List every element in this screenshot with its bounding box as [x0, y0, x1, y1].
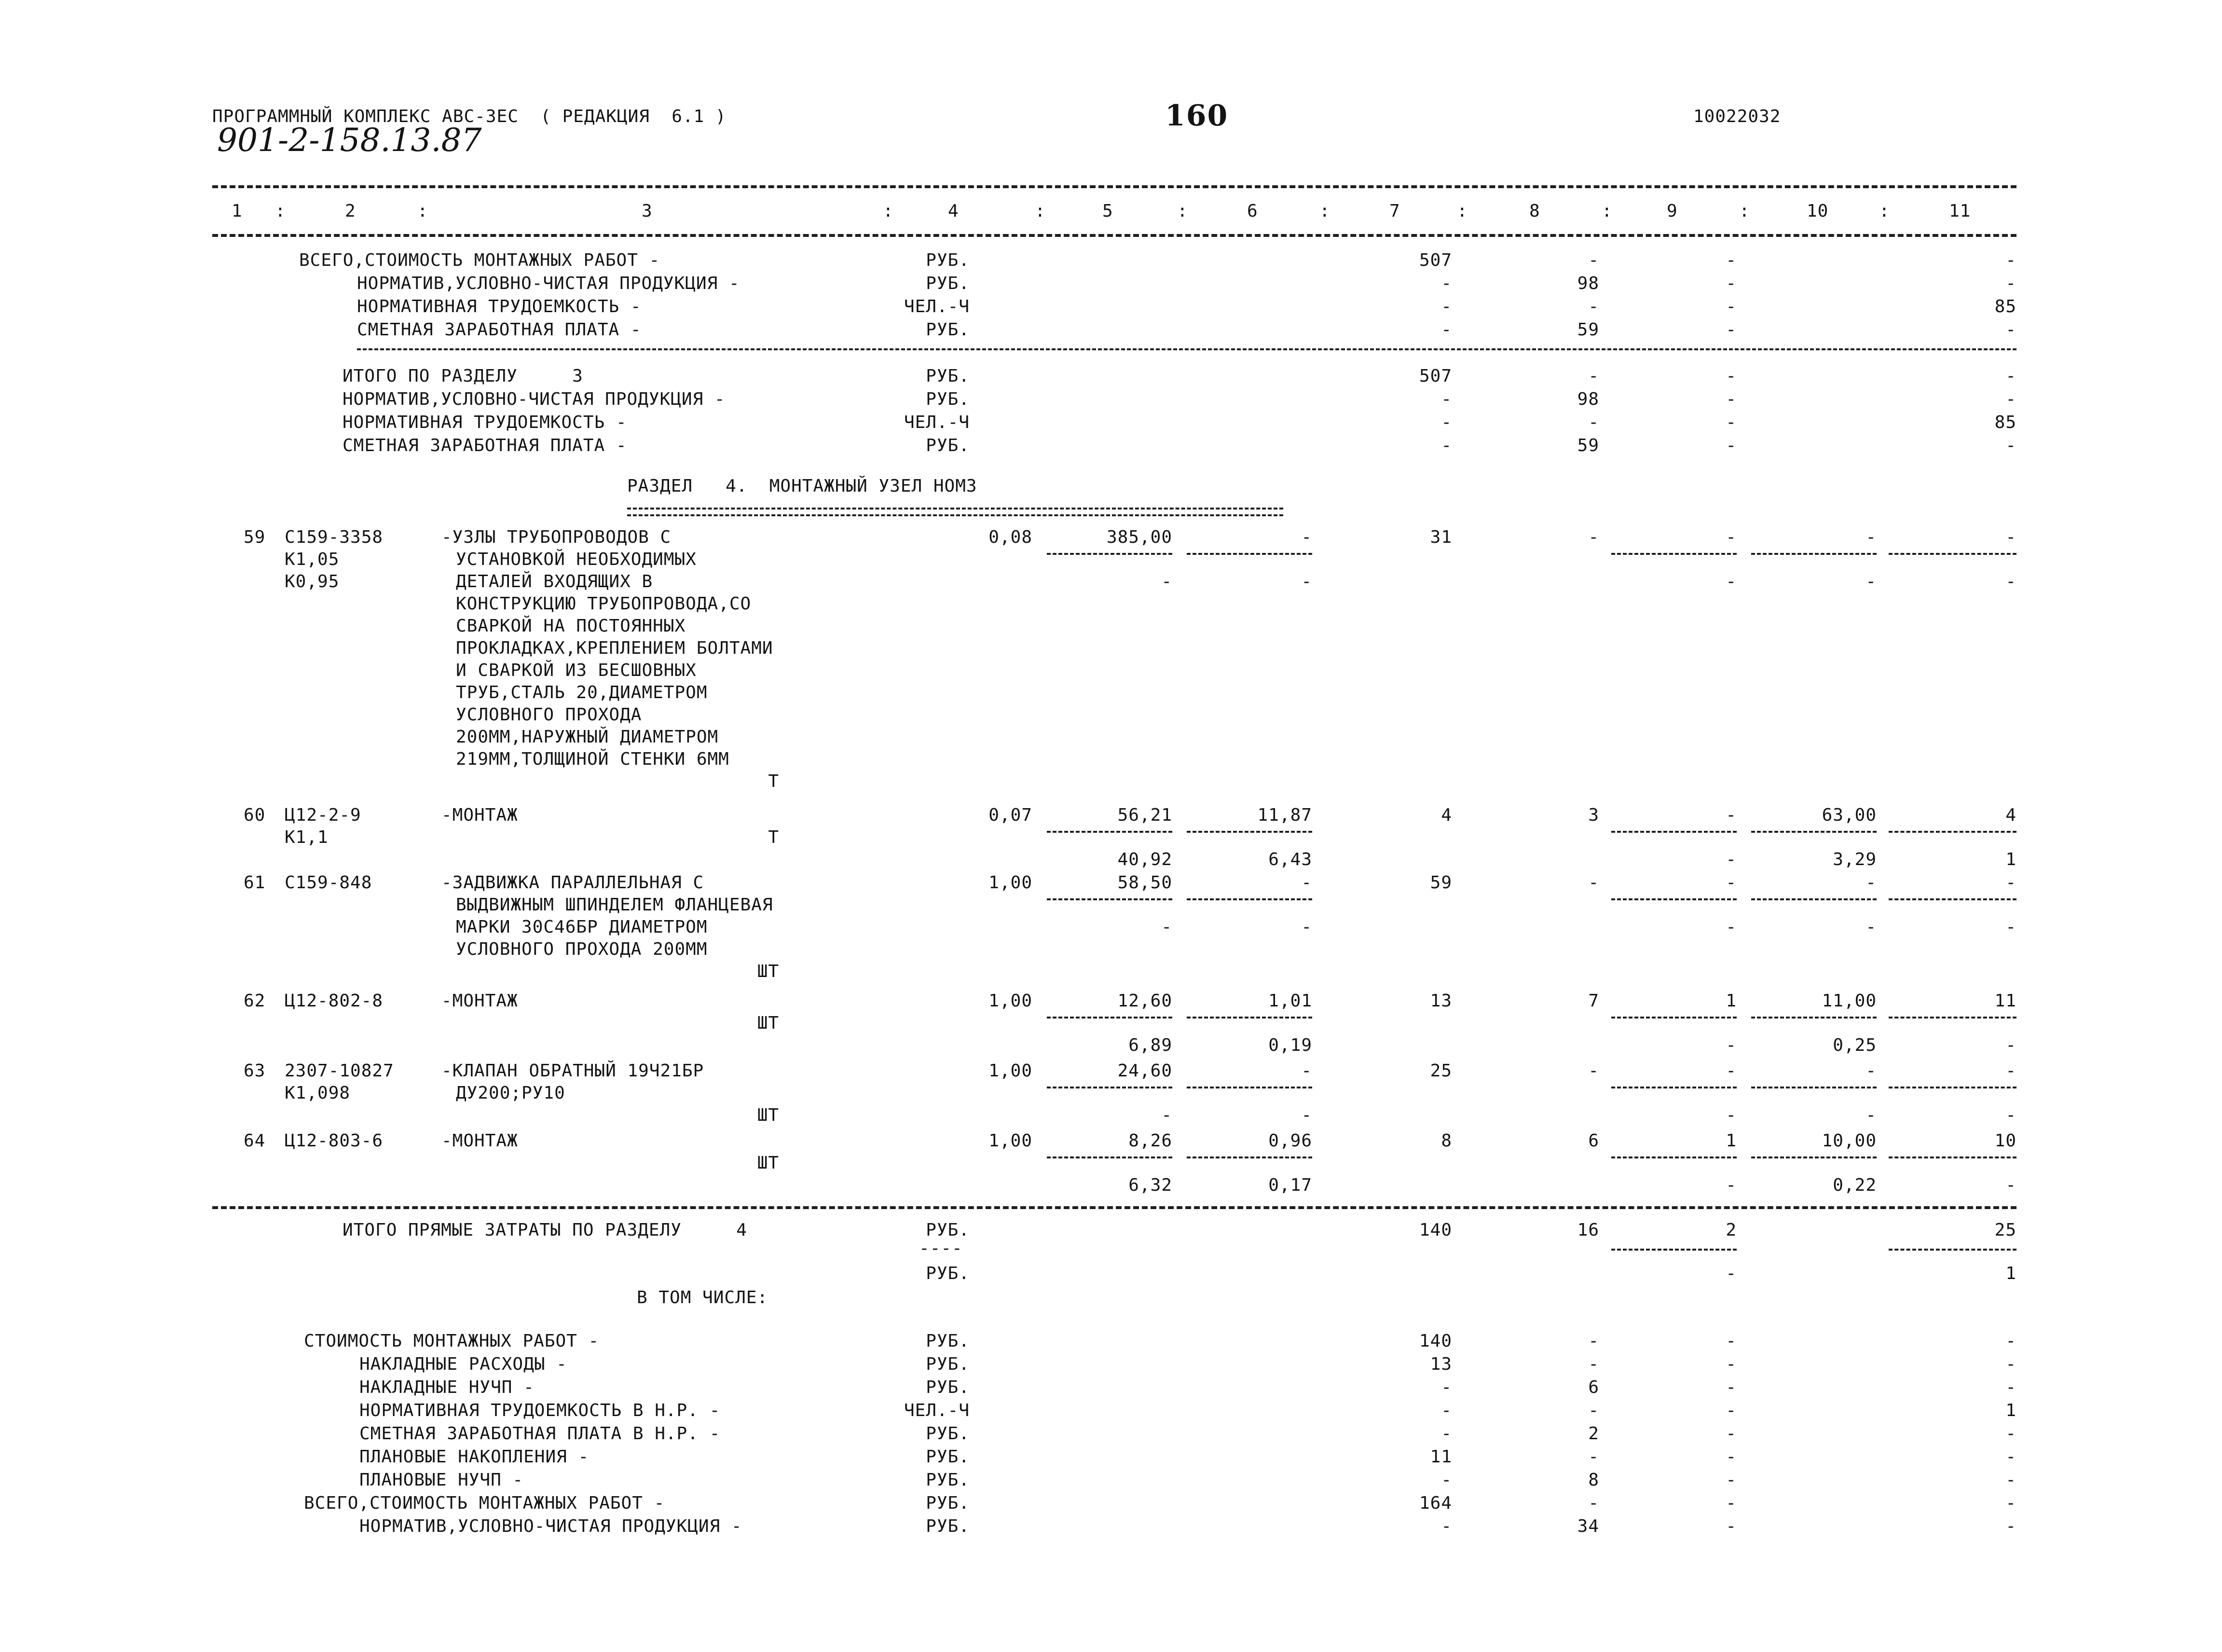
- column-header-4: 4: [948, 201, 959, 221]
- item-subline-c5: [1047, 1017, 1172, 1019]
- column-header-8: 8: [1529, 201, 1540, 221]
- breakdown-c7: 164: [1419, 1493, 1452, 1513]
- breakdown-c11: -: [2005, 1493, 2016, 1513]
- column-header-11: 11: [1949, 201, 1971, 221]
- item-c11: 10: [1994, 1131, 2016, 1151]
- item-c7: 4: [1441, 805, 1452, 825]
- item-sub-c11: -: [2005, 572, 2016, 592]
- breakdown-c7: -: [1441, 1470, 1452, 1490]
- breakdown-c11: -: [2005, 1424, 2016, 1444]
- breakdown-c8: -: [1588, 1354, 1599, 1374]
- item-code: С159-3358: [285, 527, 384, 547]
- item-c7: 25: [1430, 1061, 1452, 1081]
- summary-c11: -: [2005, 320, 2016, 340]
- breakdown-c8: -: [1588, 1401, 1599, 1420]
- totals-c9: 2: [1726, 1220, 1737, 1240]
- breakdown-c9: -: [1726, 1493, 1737, 1513]
- item-sub-c11: 1: [2005, 850, 2016, 869]
- item-subline-c10: [1751, 831, 1877, 833]
- column-header-2: 2: [345, 201, 356, 221]
- breakdown-c9: -: [1726, 1331, 1737, 1351]
- item-c8: 7: [1588, 991, 1599, 1011]
- column-separator: :: [1879, 201, 1890, 221]
- item-c7: 31: [1430, 527, 1452, 547]
- item-unit: Т: [768, 827, 779, 847]
- item-description: -УЗЛЫ ТРУБОПРОВОДОВ С: [441, 527, 672, 547]
- item-subline-c9: [1611, 1017, 1737, 1019]
- item-sub-c6: -: [1301, 1105, 1312, 1125]
- totals-c9-rule: [1611, 1249, 1737, 1251]
- document-code: 10022032: [1693, 107, 1781, 126]
- breakdown-label: ПЛАНОВЫЕ НУЧП -: [359, 1470, 524, 1490]
- summary-c8: 98: [1577, 389, 1599, 409]
- summary-c11: 85: [1994, 297, 2016, 317]
- item-sub-c5: 6,32: [1128, 1175, 1172, 1195]
- breakdown-c11: -: [2005, 1354, 2016, 1374]
- item-unit: Т: [768, 771, 779, 791]
- item-description: УСЛОВНОГО ПРОХОДА 200ММ: [456, 939, 708, 959]
- summary-c11: 85: [1994, 413, 2016, 432]
- item-subline-c9: [1611, 1156, 1737, 1158]
- item-code: Ц12-2-9: [285, 805, 361, 825]
- breakdown-unit: РУБ.: [926, 1424, 970, 1444]
- summary-c9: -: [1726, 389, 1737, 409]
- item-qty: 1,00: [988, 991, 1032, 1011]
- item-subline-c9: [1611, 898, 1737, 900]
- breakdown-c8: -: [1588, 1493, 1599, 1513]
- item-subline-c5: [1047, 898, 1172, 900]
- column-separator: :: [275, 201, 286, 221]
- summary-c8: 59: [1577, 320, 1599, 340]
- item-code: Ц12-802-8: [285, 991, 384, 1011]
- item-subline-c5: [1047, 831, 1172, 833]
- item-sub-c6: -: [1301, 572, 1312, 592]
- column-separator: :: [883, 201, 894, 221]
- breakdown-label: ВСЕГО,СТОИМОСТЬ МОНТАЖНЫХ РАБОТ -: [304, 1493, 665, 1513]
- item-subline-c10: [1751, 553, 1877, 555]
- program-title: ПРОГРАММНЫЙ КОМПЛЕКС АВС-3ЕС ( РЕДАКЦИЯ 6.1 ): [212, 107, 727, 126]
- totals-sub-unit: РУБ.: [926, 1264, 970, 1283]
- item-c10: 10,00: [1822, 1131, 1877, 1151]
- summary-c8: -: [1588, 413, 1599, 432]
- summary-label: СМЕТНАЯ ЗАРАБОТНАЯ ПЛАТА -: [357, 320, 642, 340]
- item-sub-c5: -: [1161, 572, 1172, 592]
- column-header-5: 5: [1102, 201, 1113, 221]
- item-description: 200ММ,НАРУЖНЫЙ ДИАМЕТРОМ: [456, 727, 719, 747]
- breakdown-unit: ЧЕЛ.-Ч: [904, 1401, 970, 1420]
- item-sub-c9: -: [1726, 917, 1737, 937]
- item-sub-c10: -: [1865, 917, 1877, 937]
- breakdown-label: НОРМАТИВНАЯ ТРУДОЕМКОСТЬ В Н.Р. -: [359, 1401, 721, 1420]
- item-subline-c11: [1889, 1017, 2016, 1019]
- item-description: -МОНТАЖ: [441, 1131, 518, 1151]
- item-sub-c11: -: [2005, 1105, 2016, 1125]
- summary-unit: ЧЕЛ.-Ч: [904, 413, 970, 432]
- breakdown-c7: -: [1441, 1516, 1452, 1536]
- item-description: -ЗАДВИЖКА ПАРАЛЛЕЛЬНАЯ С: [441, 873, 704, 893]
- item-subline-c9: [1611, 1087, 1737, 1088]
- item-number: 60: [244, 805, 266, 825]
- summary-unit: ЧЕЛ.-Ч: [904, 297, 970, 317]
- item-number: 63: [244, 1061, 266, 1081]
- totals-sub-c9: -: [1726, 1264, 1737, 1283]
- item-c6: 1,01: [1268, 991, 1312, 1011]
- breakdown-label: СТОИМОСТЬ МОНТАЖНЫХ РАБОТ -: [304, 1331, 600, 1351]
- item-c10: -: [1865, 527, 1877, 547]
- item-qty: 0,08: [988, 527, 1032, 547]
- item-sub-c9: -: [1726, 572, 1737, 592]
- totals-c8: 16: [1577, 1220, 1599, 1240]
- summary-c9: -: [1726, 366, 1737, 386]
- item-description: ПРОКЛАДКАХ,КРЕПЛЕНИЕМ БОЛТАМИ: [456, 638, 773, 658]
- item-subline-c10: [1751, 1017, 1877, 1019]
- totals-label: ИТОГО ПРЯМЫЕ ЗАТРАТЫ ПО РАЗДЕЛУ 4: [343, 1220, 747, 1240]
- item-sub-c11: -: [2005, 1035, 2016, 1055]
- item-subline-c6: [1187, 1017, 1312, 1019]
- item-qty: 1,00: [988, 873, 1032, 893]
- breakdown-c7: -: [1441, 1401, 1452, 1420]
- totals-c7: 140: [1419, 1220, 1452, 1240]
- summary-c7: -: [1441, 389, 1452, 409]
- item-c9: 1: [1726, 1131, 1737, 1151]
- handwritten-number: 901-2-158.13.87: [217, 122, 482, 159]
- item-subline-c11: [1889, 553, 2016, 555]
- summary-unit: РУБ.: [926, 250, 970, 270]
- item-number: 59: [244, 527, 266, 547]
- item-sub-c6: -: [1301, 917, 1312, 937]
- breakdown-c8: 6: [1588, 1377, 1599, 1397]
- totals-c11-rule: [1889, 1249, 2016, 1251]
- item-c6: 11,87: [1257, 805, 1312, 825]
- breakdown-c8: -: [1588, 1331, 1599, 1351]
- summary-label: СМЕТНАЯ ЗАРАБОТНАЯ ПЛАТА -: [343, 436, 627, 455]
- item-sub-c5: 6,89: [1128, 1035, 1172, 1055]
- column-header-3: 3: [642, 201, 653, 221]
- column-header-9: 9: [1667, 201, 1678, 221]
- item-coefficient: К1,05: [285, 550, 340, 569]
- item-coefficient: К1,098: [285, 1083, 351, 1103]
- item-c5: 56,21: [1117, 805, 1172, 825]
- summary-unit: РУБ.: [926, 436, 970, 455]
- summary-c9: -: [1726, 320, 1737, 340]
- item-description: МАРКИ 30С46БР ДИАМЕТРОМ: [456, 917, 708, 937]
- column-separator: :: [417, 201, 428, 221]
- item-coefficient: К0,95: [285, 572, 340, 592]
- breakdown-c9: -: [1726, 1470, 1737, 1490]
- item-description: ДУ200;РУ10: [456, 1083, 565, 1103]
- item-c5: 58,50: [1117, 873, 1172, 893]
- summary-c7: -: [1441, 320, 1452, 340]
- item-description: -КЛАПАН ОБРАТНЫЙ 19Ч21БР: [441, 1061, 704, 1081]
- item-c10: 11,00: [1822, 991, 1877, 1011]
- column-separator: :: [1035, 201, 1046, 221]
- item-subline-c10: [1751, 1087, 1877, 1088]
- item-subline-c11: [1889, 1156, 2016, 1158]
- summary-label: ВСЕГО,СТОИМОСТЬ МОНТАЖНЫХ РАБОТ -: [299, 250, 660, 270]
- breakdown-unit: РУБ.: [926, 1470, 970, 1490]
- breakdown-unit: РУБ.: [926, 1447, 970, 1467]
- item-c5: 12,60: [1117, 991, 1172, 1011]
- column-separator: :: [1319, 201, 1330, 221]
- breakdown-c9: -: [1726, 1401, 1737, 1420]
- item-unit: ШТ: [757, 1105, 779, 1125]
- item-description: ТРУБ,СТАЛЬ 20,ДИАМЕТРОМ: [456, 683, 708, 702]
- item-sub-c10: 3,29: [1833, 850, 1877, 869]
- item-c8: 3: [1588, 805, 1599, 825]
- breakdown-c11: -: [2005, 1377, 2016, 1397]
- item-description: КОНСТРУКЦИЮ ТРУБОПРОВОДА,СО: [456, 594, 752, 614]
- summary-c8: 59: [1577, 436, 1599, 455]
- item-sub-c6: 6,43: [1268, 850, 1312, 869]
- item-c8: -: [1588, 527, 1599, 547]
- item-subline-c10: [1751, 1156, 1877, 1158]
- breakdown-c9: -: [1726, 1424, 1737, 1444]
- summary-c8: -: [1588, 297, 1599, 317]
- breakdown-unit: РУБ.: [926, 1493, 970, 1513]
- item-description: -МОНТАЖ: [441, 805, 518, 825]
- column-separator: :: [1602, 201, 1613, 221]
- summary-c9: -: [1726, 297, 1737, 317]
- totals-unit: РУБ.: [926, 1220, 970, 1240]
- item-code: 2307-10827: [285, 1061, 394, 1081]
- breakdown-unit: РУБ.: [926, 1331, 970, 1351]
- item-c11: 4: [2005, 805, 2016, 825]
- summary-unit: РУБ.: [926, 389, 970, 409]
- item-sub-c6: 0,19: [1268, 1035, 1312, 1055]
- summary-c9: -: [1726, 274, 1737, 293]
- breakdown-c11: -: [2005, 1516, 2016, 1536]
- summary-c9: -: [1726, 413, 1737, 432]
- item-c7: 59: [1430, 873, 1452, 893]
- item-sub-c10: -: [1865, 572, 1877, 592]
- item-sub-c9: -: [1726, 1105, 1737, 1125]
- column-header-6: 6: [1247, 201, 1258, 221]
- page-number: 160: [1165, 99, 1229, 133]
- breakdown-c7: -: [1441, 1424, 1452, 1444]
- item-c5: 385,00: [1106, 527, 1172, 547]
- item-c7: 8: [1441, 1131, 1452, 1151]
- item-sub-c5: 40,92: [1117, 850, 1172, 869]
- item-c8: -: [1588, 873, 1599, 893]
- item-c6: 0,96: [1268, 1131, 1312, 1151]
- item-c7: 13: [1430, 991, 1452, 1011]
- column-separator: :: [1177, 201, 1188, 221]
- item-subline-c5: [1047, 553, 1172, 555]
- column-header-10: 10: [1807, 201, 1829, 221]
- totals-c11: 25: [1994, 1220, 2016, 1240]
- breakdown-c7: 140: [1419, 1331, 1452, 1351]
- summary-c7: -: [1441, 413, 1452, 432]
- item-qty: 1,00: [988, 1131, 1032, 1151]
- section-end-rule: [212, 1206, 2016, 1209]
- item-c6: -: [1301, 873, 1312, 893]
- breakdown-c8: 8: [1588, 1470, 1599, 1490]
- item-code: С159-848: [285, 873, 372, 893]
- item-c9: 1: [1726, 991, 1737, 1011]
- item-c11: -: [2005, 1061, 2016, 1081]
- breakdown-unit: РУБ.: [926, 1377, 970, 1397]
- item-c5: 24,60: [1117, 1061, 1172, 1081]
- summary-c9: -: [1726, 250, 1737, 270]
- summary-c8: -: [1588, 250, 1599, 270]
- item-c5: 8,26: [1128, 1131, 1172, 1151]
- breakdown-c9: -: [1726, 1516, 1737, 1536]
- item-code: Ц12-803-6: [285, 1131, 384, 1151]
- summary-unit: РУБ.: [926, 366, 970, 386]
- item-number: 61: [244, 873, 266, 893]
- item-c9: -: [1726, 527, 1737, 547]
- item-description: СВАРКОЙ НА ПОСТОЯННЫХ: [456, 616, 686, 636]
- breakdown-c8: -: [1588, 1447, 1599, 1467]
- item-subline-c5: [1047, 1087, 1172, 1088]
- section-title-underline: [627, 508, 1283, 516]
- column-header-1: 1: [232, 201, 243, 221]
- item-c8: 6: [1588, 1131, 1599, 1151]
- column-separator: :: [1457, 201, 1468, 221]
- totals-dashes: ----: [919, 1239, 963, 1258]
- item-sub-c11: -: [2005, 917, 2016, 937]
- item-subline-c9: [1611, 553, 1737, 555]
- item-number: 62: [244, 991, 266, 1011]
- summary-c7: 507: [1419, 250, 1452, 270]
- summary-c8: 98: [1577, 274, 1599, 293]
- item-c9: -: [1726, 805, 1737, 825]
- summary-unit: РУБ.: [926, 320, 970, 340]
- item-unit: ШТ: [757, 962, 779, 981]
- summary-c11: -: [2005, 274, 2016, 293]
- section-title: РАЗДЕЛ 4. МОНТАЖНЫЙ УЗЕЛ НОМ3: [627, 476, 977, 496]
- item-subline-c6: [1187, 831, 1312, 833]
- item-subline-c11: [1889, 898, 2016, 900]
- breakdown-c7: 13: [1430, 1354, 1452, 1374]
- breakdown-c9: -: [1726, 1377, 1737, 1397]
- totals-sub-c11: 1: [2005, 1264, 2016, 1283]
- summary-c11: -: [2005, 250, 2016, 270]
- item-description: УСТАНОВКОЙ НЕОБХОДИМЫХ: [456, 550, 697, 569]
- summary-label: НОРМАТИВ,УСЛОВНО-ЧИСТАЯ ПРОДУКЦИЯ -: [343, 389, 726, 409]
- summary-unit: РУБ.: [926, 274, 970, 293]
- summary-label: НОРМАТИВ,УСЛОВНО-ЧИСТАЯ ПРОДУКЦИЯ -: [357, 274, 740, 293]
- item-subline-c6: [1187, 553, 1312, 555]
- breakdown-c11: -: [2005, 1331, 2016, 1351]
- item-sub-c9: -: [1726, 1035, 1737, 1055]
- summary-c7: 507: [1419, 366, 1452, 386]
- item-sub-c11: -: [2005, 1175, 2016, 1195]
- item-subline-c10: [1751, 898, 1877, 900]
- breakdown-c9: -: [1726, 1447, 1737, 1467]
- column-header-rule: [212, 234, 2016, 237]
- item-description: 219ММ,ТОЛЩИНОЙ СТЕНКИ 6ММ: [456, 749, 729, 769]
- including-label: В ТОМ ЧИСЛЕ:: [637, 1288, 768, 1308]
- item-description: -МОНТАЖ: [441, 991, 518, 1011]
- breakdown-unit: РУБ.: [926, 1516, 970, 1536]
- breakdown-c11: 1: [2005, 1401, 2016, 1420]
- summary-c7: -: [1441, 436, 1452, 455]
- summary-c11: -: [2005, 436, 2016, 455]
- item-coefficient: К1,1: [285, 827, 329, 847]
- breakdown-label: НАКЛАДНЫЕ НУЧП -: [359, 1377, 535, 1397]
- summary-c7: -: [1441, 297, 1452, 317]
- breakdown-c8: 2: [1588, 1424, 1599, 1444]
- breakdown-c8: 34: [1577, 1516, 1599, 1536]
- item-subline-c11: [1889, 1087, 2016, 1088]
- item-sub-c5: -: [1161, 1105, 1172, 1125]
- summary-label: НОРМАТИВНАЯ ТРУДОЕМКОСТЬ -: [357, 297, 642, 317]
- item-qty: 0,07: [988, 805, 1032, 825]
- item-subline-c5: [1047, 1156, 1172, 1158]
- breakdown-unit: РУБ.: [926, 1354, 970, 1374]
- item-c8: -: [1588, 1061, 1599, 1081]
- breakdown-label: НОРМАТИВ,УСЛОВНО-ЧИСТАЯ ПРОДУКЦИЯ -: [359, 1516, 742, 1536]
- breakdown-c11: -: [2005, 1470, 2016, 1490]
- item-c9: -: [1726, 873, 1737, 893]
- item-c11: -: [2005, 873, 2016, 893]
- block1-rule: [357, 348, 2016, 350]
- breakdown-label: СМЕТНАЯ ЗАРАБОТНАЯ ПЛАТА В Н.Р. -: [359, 1424, 721, 1444]
- item-c10: -: [1865, 1061, 1877, 1081]
- item-sub-c10: 0,25: [1833, 1035, 1877, 1055]
- breakdown-c9: -: [1726, 1354, 1737, 1374]
- item-c10: -: [1865, 873, 1877, 893]
- breakdown-label: ПЛАНОВЫЕ НАКОПЛЕНИЯ -: [359, 1447, 590, 1467]
- item-c11: 11: [1994, 991, 2016, 1011]
- table-top-rule: [212, 185, 2016, 188]
- item-c11: -: [2005, 527, 2016, 547]
- item-c9: -: [1726, 1061, 1737, 1081]
- column-header-7: 7: [1389, 201, 1400, 221]
- breakdown-c7: -: [1441, 1377, 1452, 1397]
- item-description: ВЫДВИЖНЫМ ШПИНДЕЛЕМ ФЛАНЦЕВАЯ: [456, 895, 773, 915]
- summary-label: ИТОГО ПО РАЗДЕЛУ 3: [343, 366, 583, 386]
- item-qty: 1,00: [988, 1061, 1032, 1081]
- summary-c9: -: [1726, 436, 1737, 455]
- summary-c11: -: [2005, 366, 2016, 386]
- item-description: ДЕТАЛЕЙ ВХОДЯЩИХ В: [456, 572, 653, 592]
- summary-label: НОРМАТИВНАЯ ТРУДОЕМКОСТЬ -: [343, 413, 627, 432]
- item-subline-c6: [1187, 1087, 1312, 1088]
- item-sub-c9: -: [1726, 850, 1737, 869]
- item-subline-c11: [1889, 831, 2016, 833]
- breakdown-label: НАКЛАДНЫЕ РАСХОДЫ -: [359, 1354, 567, 1374]
- breakdown-c7: 11: [1430, 1447, 1452, 1467]
- item-description: УСЛОВНОГО ПРОХОДА: [456, 705, 642, 725]
- item-unit: ШТ: [757, 1013, 779, 1033]
- summary-c8: -: [1588, 366, 1599, 386]
- item-sub-c6: 0,17: [1268, 1175, 1312, 1195]
- item-number: 64: [244, 1131, 266, 1151]
- item-description: И СВАРКОЙ ИЗ БЕСШОВНЫХ: [456, 661, 697, 680]
- item-c6: -: [1301, 1061, 1312, 1081]
- item-unit: ШТ: [757, 1153, 779, 1173]
- item-c10: 63,00: [1822, 805, 1877, 825]
- breakdown-c11: -: [2005, 1447, 2016, 1467]
- column-separator: :: [1739, 201, 1750, 221]
- item-subline-c6: [1187, 1156, 1312, 1158]
- item-c6: -: [1301, 527, 1312, 547]
- summary-c7: -: [1441, 274, 1452, 293]
- item-sub-c9: -: [1726, 1175, 1737, 1195]
- item-subline-c6: [1187, 898, 1312, 900]
- item-subline-c9: [1611, 831, 1737, 833]
- item-sub-c10: 0,22: [1833, 1175, 1877, 1195]
- item-sub-c5: -: [1161, 917, 1172, 937]
- item-sub-c10: -: [1865, 1105, 1877, 1125]
- summary-c11: -: [2005, 389, 2016, 409]
